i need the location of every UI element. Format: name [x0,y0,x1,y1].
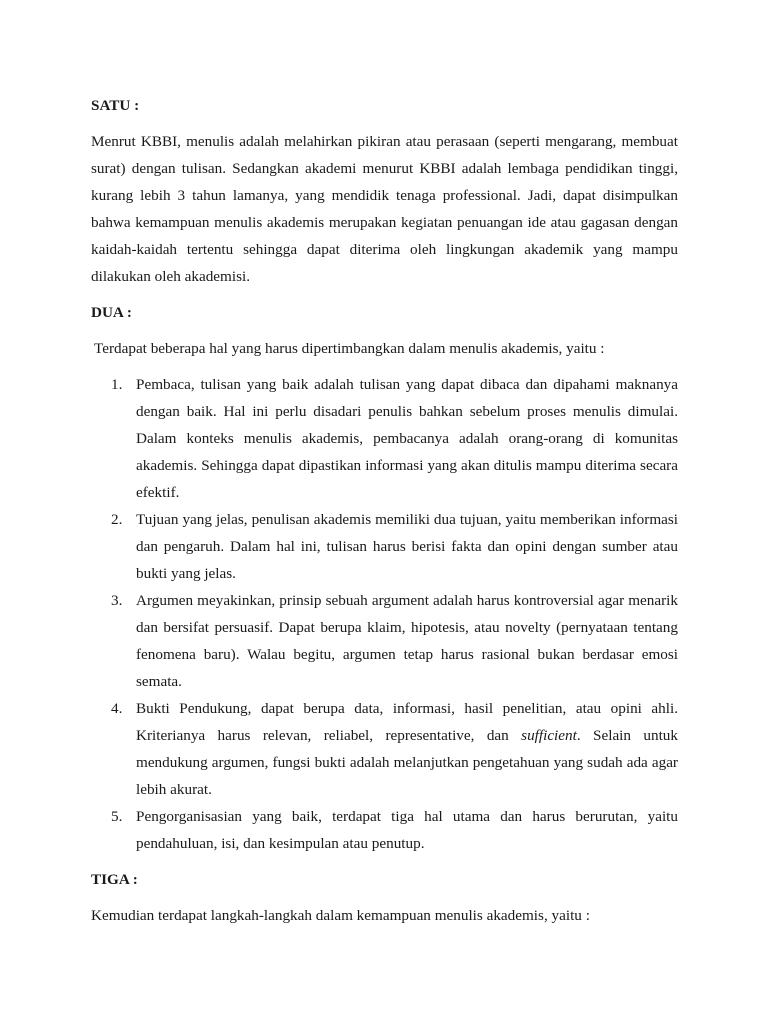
list-item-number: 5. [111,808,123,825]
list-item [91,695,678,803]
list-item [91,371,678,506]
list-item-text: Argumen meyakinkan, prinsip sebuah argument adalah harus kontroversial agar menarik dan bersifat persuasif. Dapat berupa klaim, hipotesis, atau novelty (pernyataan tentang fenomena baru). Walau begitu, argumen tetap harus rasional bukan berdasar emosi semata. [136,592,678,690]
list-item [91,587,678,695]
list-item-text: Tujuan yang jelas, penulisan akademis memiliki dua tujuan, yaitu memberikan informasi dan pengaruh. Dalam hal ini, tulisan harus berisi fakta dan opini dengan sumber atau bukti yang jelas. [136,511,678,582]
section-heading-dua: DUA : [91,304,132,321]
list-item-number: 1. [111,376,123,393]
numbered-list [91,371,678,857]
section-heading-satu: SATU : [91,97,140,114]
list-item [91,506,678,587]
list-item-number: 2. [111,511,123,528]
list-item-text-after: . Selain untuk mendukung argumen, fungsi bukti adalah melanjutkan pengetahuan yang sudah ada agar lebih akurat. [136,727,678,798]
list-item-text: Pengorganisasian yang baik, terdapat tiga hal utama dan harus berurutan, yaitu pendahuluan, isi, dan kesimpulan atau penutup. [136,808,678,852]
section-heading-tiga: TIGA : [91,871,138,888]
list-item-number: 3. [111,592,123,609]
document-page [91,92,678,929]
section-intro-dua: Terdapat beberapa hal yang harus dipertimbangkan dalam menulis akademis, yaitu : [94,340,605,357]
list-item-text: Pembaca, tulisan yang baik adalah tulisan yang dapat dibaca dan dipahami maknanya dengan baik. Hal ini perlu disadari penulis bahkan sebelum proses menulis dimulai. Dalam konteks menulis akademis, pembacanya adalah orang-orang di komunitas akademis. Sehingga dapat dipastikan informasi yang akan ditulis mampu diterima secara efektif. [136,376,678,501]
list-item [91,803,678,857]
section-paragraph-tiga: Kemudian terdapat langkah-langkah dalam kemampuan menulis akademis, yaitu : [91,907,590,924]
section-paragraph-satu: Menrut KBBI, menulis adalah melahirkan pikiran atau perasaan (seperti mengarang, membuat surat) dengan tulisan. Sedangkan akademi menurut KBBI adalah lembaga pendidikan tinggi, kurang lebih 3 tahun lamanya, yang mendidik tenaga professional. Jadi, dapat disimpulkan bahwa kemampuan menulis akademis merupakan kegiatan penuangan ide atau gagasan dengan kaidah-kaidah tertentu sehingga dapat diterima oleh lingkungan akademik yang mampu dilakukan oleh akademisi. [91,133,678,285]
list-item-number: 4. [111,700,123,717]
list-item-text-before: Bukti Pendukung, dapat berupa data, informasi, hasil penelitian, atau opini ahli. Kriterianya harus relevan, reliabel, representative, dan [136,700,678,744]
list-item-text-italic: sufficient [521,727,577,744]
